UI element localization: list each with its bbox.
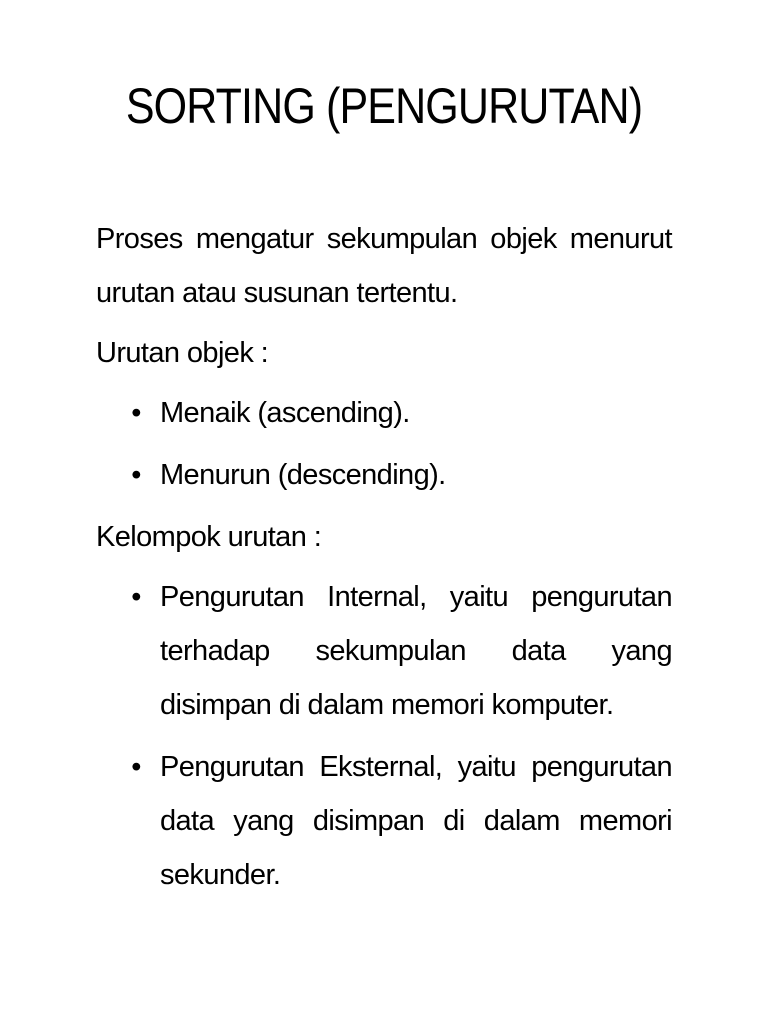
bullet-icon: • <box>131 751 141 783</box>
bullet-icon: • <box>131 581 141 613</box>
list-item-text: Pengurutan Internal, yaitu pengurutan terhadap sekumpulan data yang disimpan di dalam memori komputer. <box>160 581 672 721</box>
bullet-icon: • <box>131 397 141 429</box>
slide-body <box>96 212 672 910</box>
order-list <box>96 386 672 502</box>
bullet-icon: • <box>131 459 141 491</box>
list-item-text: Pengurutan Eksternal, yaitu pengurutan data yang disimpan di dalam memori sekunder. <box>160 751 672 891</box>
group-heading: Kelompok urutan : <box>96 521 322 553</box>
list-item <box>96 448 672 502</box>
group-list <box>96 570 672 902</box>
list-item-text: Menurun (descending). <box>160 459 446 491</box>
list-item <box>96 570 672 732</box>
slide-title: SORTING (PENGURUTAN) <box>125 78 643 134</box>
intro-paragraph: Proses mengatur sekumpulan objek menurut urutan atau susunan tertentu. <box>96 223 672 309</box>
list-item-text: Menaik (ascending). <box>160 397 410 429</box>
list-item <box>96 740 672 902</box>
list-item <box>96 386 672 440</box>
order-heading: Urutan objek : <box>96 337 269 369</box>
